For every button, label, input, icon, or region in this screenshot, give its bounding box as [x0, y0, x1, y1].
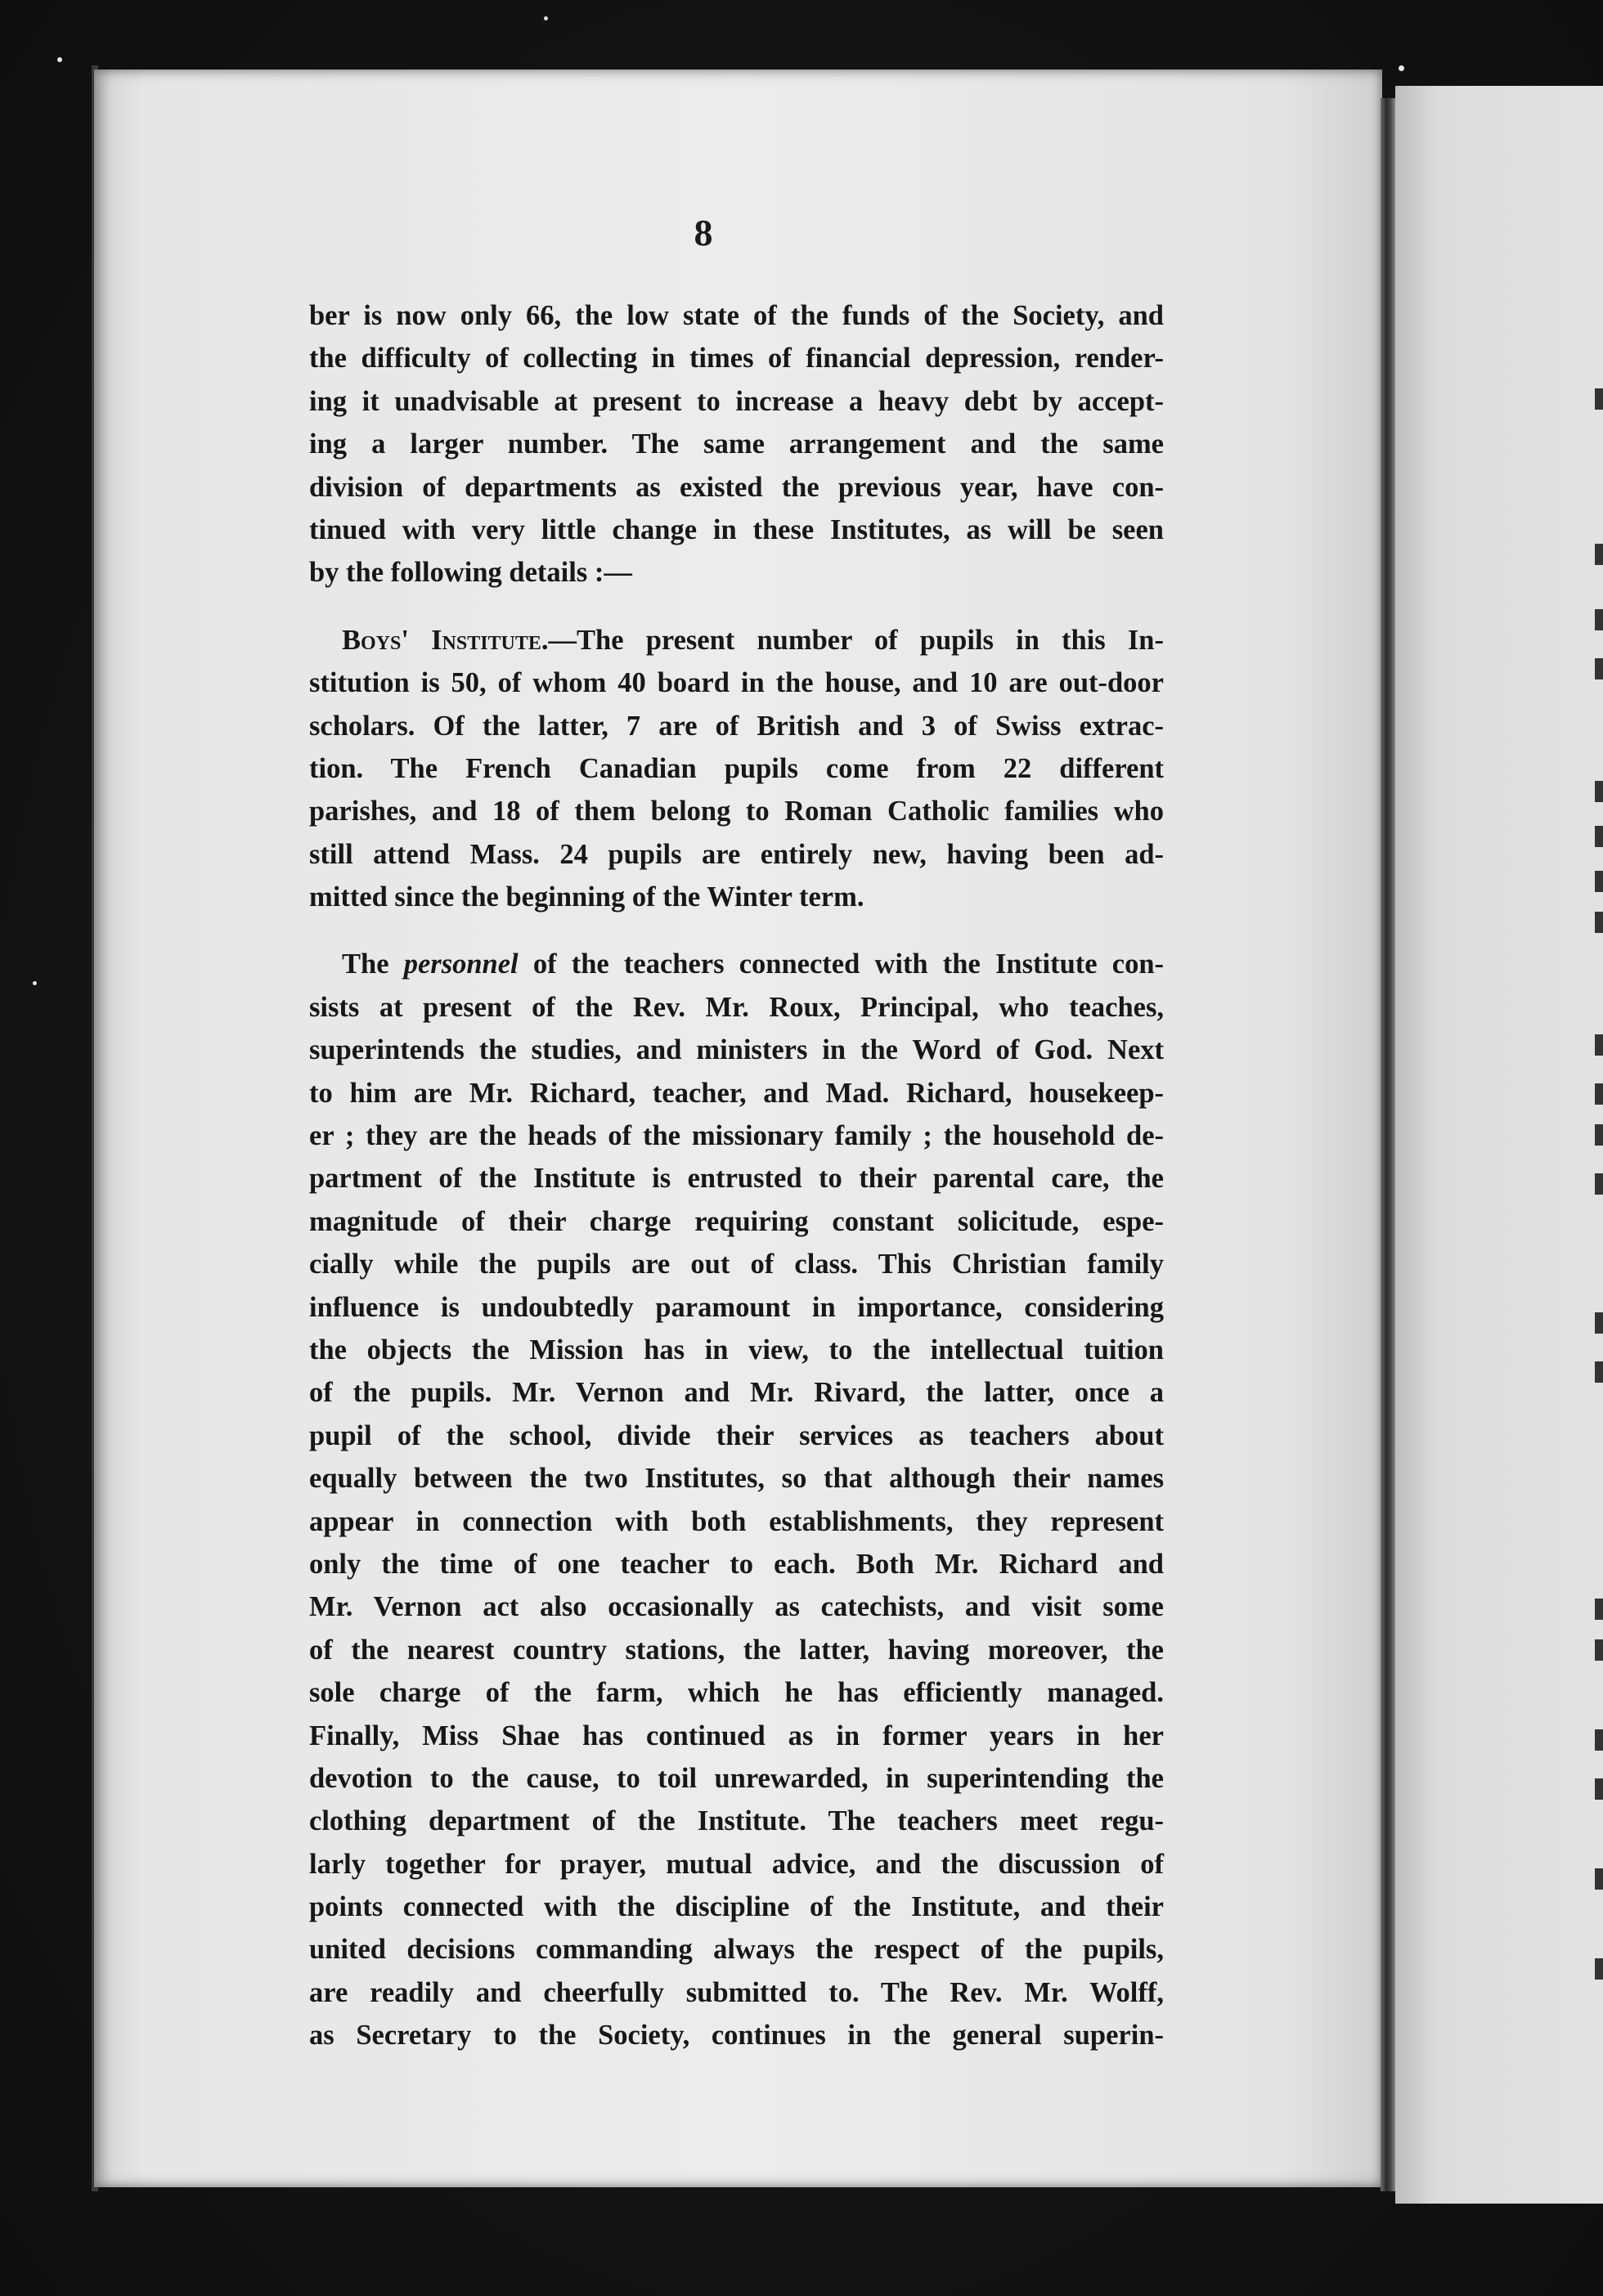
text-line: the objects the Mission has in view, to the intellectual tuition — [309, 1334, 1164, 1365]
text-line: magnitude of their charge requiring constant solicitude, espe- — [309, 1205, 1164, 1237]
text-line: to him are Mr. Richard, teacher, and Mad. Richard, housekeep- — [309, 1077, 1164, 1109]
text-line: tinued with very little change in these Institutes, as will be seen — [309, 513, 1164, 545]
text-line: of the nearest country stations, the latter, having moreover, the — [309, 1634, 1164, 1666]
dust-speck — [57, 57, 62, 62]
paragraph — [309, 619, 1164, 919]
text-line: ber is now only 66, the low state of the funds of the Society, and — [309, 300, 1164, 331]
text-line: of the pupils. Mr. Vernon and Mr. Rivard, the latter, once a — [309, 1377, 1164, 1409]
text-line: devotion to the cause, to toil unrewarded, in superintending the — [309, 1762, 1164, 1794]
text-line: ing it unadvisable at present to increase a heavy debt by accept- — [309, 385, 1164, 417]
text-line: influence is undoubtedly paramount in importance, considering — [309, 1291, 1164, 1323]
text-line: appear in connection with both establishments, they represent — [309, 1505, 1164, 1537]
text-line: tion. The French Canadian pupils come from 22 different — [309, 752, 1164, 784]
dust-speck — [33, 981, 37, 985]
book-gutter — [1381, 98, 1395, 2191]
text-line: larly together for prayer, mutual advice, and the discussion of — [309, 1848, 1164, 1880]
text-line: sists at present of the Rev. Mr. Roux, Principal, who teaches, — [309, 991, 1164, 1023]
paragraph — [309, 294, 1164, 594]
text-line: superintends the studies, and ministers in the Word of God. Next — [309, 1034, 1164, 1066]
text-line: equally between the two Institutes, so that although their names — [309, 1463, 1164, 1495]
text-line: partment of the Institute is entrusted to their parental care, the — [309, 1163, 1164, 1195]
text-line: Finally, Miss Shae has continued as in former years in her — [309, 1720, 1164, 1751]
text-line: only the time of one teacher to each. Both Mr. Richard and — [309, 1548, 1164, 1580]
text-line: Mr. Vernon act also occasionally as catechists, and visit some — [309, 1591, 1164, 1623]
text-line: division of departments as existed the previous year, have con- — [309, 471, 1164, 503]
text-line: clothing department of the Institute. The teachers meet regu- — [309, 1805, 1164, 1837]
paragraph — [309, 943, 1164, 2056]
dust-speck — [1399, 65, 1404, 71]
text-line: mitted since the beginning of the Winter term. — [309, 881, 864, 913]
text-line: Boys' Institute.—The present number of pupils in this In- — [342, 624, 1164, 656]
text-line: are readily and cheerfully submitted to. The Rev. Mr. Wolff, — [309, 1976, 1164, 2008]
dust-speck — [544, 16, 548, 20]
text-line: sole charge of the farm, which he has efficiently managed. — [309, 1677, 1164, 1709]
text-line: the difficulty of collecting in times of financial depression, render- — [309, 343, 1164, 374]
text-line: pupil of the school, divide their services as teachers about — [309, 1419, 1164, 1451]
text-line: points connected with the discipline of the Institute, and their — [309, 1891, 1164, 1923]
text-line: The personnel of the teachers connected with the Institute con- — [342, 948, 1164, 980]
text-line: stitution is 50, of whom 40 board in the house, and 10 are out-door — [309, 667, 1164, 699]
text-line: cially while the pupils are out of class. This Christian family — [309, 1249, 1164, 1280]
italic-term: personnel — [403, 948, 519, 980]
text-line: by the following details :— — [309, 557, 632, 589]
body-text — [309, 294, 1164, 2057]
facing-page-edge — [1395, 86, 1603, 2204]
text-line: parishes, and 18 of them belong to Roman Catholic families who — [309, 796, 1164, 827]
text-line: still attend Mass. 24 pupils are entirely new, having been ad- — [309, 838, 1164, 870]
text-line: er ; they are the heads of the missionary family ; the household de- — [309, 1120, 1164, 1152]
text-line: united decisions commanding always the respect of the pupils, — [309, 1934, 1164, 1966]
text-line: as Secretary to the Society, continues in the general superin- — [309, 2020, 1164, 2052]
text-line: ing a larger number. The same arrangement and the same — [309, 428, 1164, 460]
section-heading: Boys' Institute. — [342, 624, 549, 656]
page-number: 8 — [694, 212, 713, 253]
text-line: scholars. Of the latter, 7 are of British and 3 of Swiss extrac- — [309, 710, 1164, 742]
